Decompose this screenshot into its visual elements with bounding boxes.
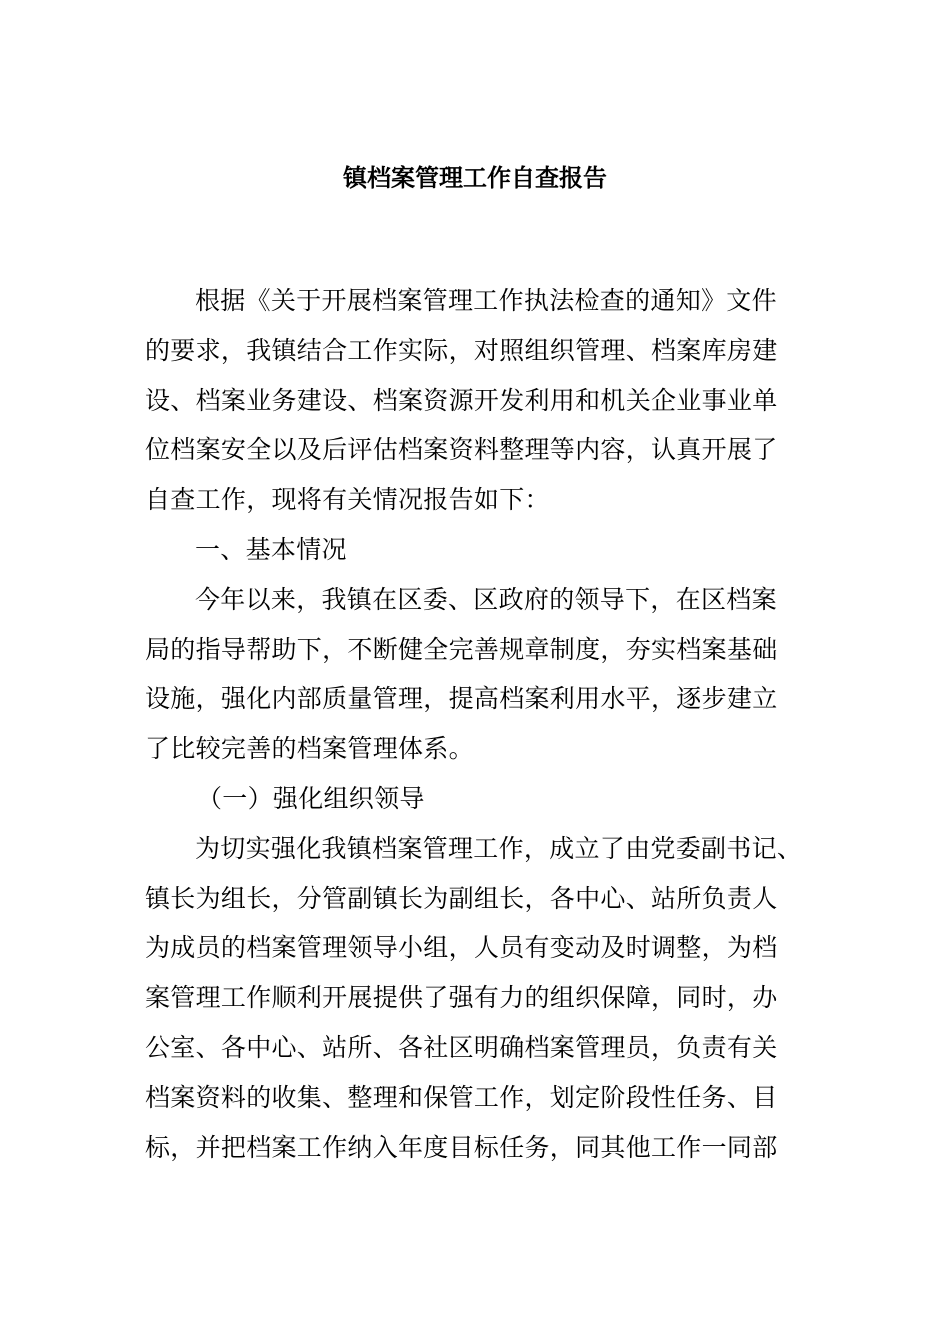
paragraph-line: 的要求，我镇结合工作实际，对照组织管理、档案库房建: [145, 335, 778, 365]
paragraph-line: 了比较完善的档案管理体系。: [145, 734, 474, 764]
subsection-heading: （一）强化组织领导: [197, 783, 425, 813]
paragraph-line: 局的指导帮助下，不断健全完善规章制度，夯实档案基础: [145, 634, 778, 664]
paragraph-line: 根据《关于开展档案管理工作执法检查的通知》文件: [195, 286, 777, 315]
paragraph-line: 位档案安全以及后评估档案资料整理等内容，认真开展了: [145, 435, 778, 465]
paragraph-line: 自查工作，现将有关情况报告如下：: [145, 485, 550, 515]
paragraph-line: 设、档案业务建设、档案资源开发利用和机关企业事业单: [145, 385, 778, 415]
paragraph-line: 设施，强化内部质量管理，提高档案利用水平，逐步建立: [145, 684, 778, 714]
paragraph-line: 案管理工作顺利开展提供了强有力的组织保障，同时，办: [145, 983, 778, 1013]
paragraph-line: 为成员的档案管理领导小组，人员有变动及时调整，为档: [145, 933, 778, 963]
paragraph-line: 公室、各中心、站所、各社区明确档案管理员，负责有关: [145, 1032, 778, 1062]
paragraph-line: 标，并把档案工作纳入年度目标任务，同其他工作一同部: [145, 1132, 778, 1162]
paragraph-line: 为切实强化我镇档案管理工作，成立了由党委副书记、: [195, 833, 803, 863]
paragraph-line: 镇长为组长，分管副镇长为副组长，各中心、站所负责人: [145, 883, 778, 913]
paragraph-line: 今年以来，我镇在区委、区政府的领导下，在区档案: [195, 584, 777, 614]
section-heading: 一、基本情况: [195, 534, 347, 564]
document-title: 镇档案管理工作自查报告: [343, 164, 607, 192]
document-body: [145, 282, 810, 1178]
paragraph-line: 档案资料的收集、整理和保管工作，划定阶段性任务、目: [145, 1082, 778, 1112]
